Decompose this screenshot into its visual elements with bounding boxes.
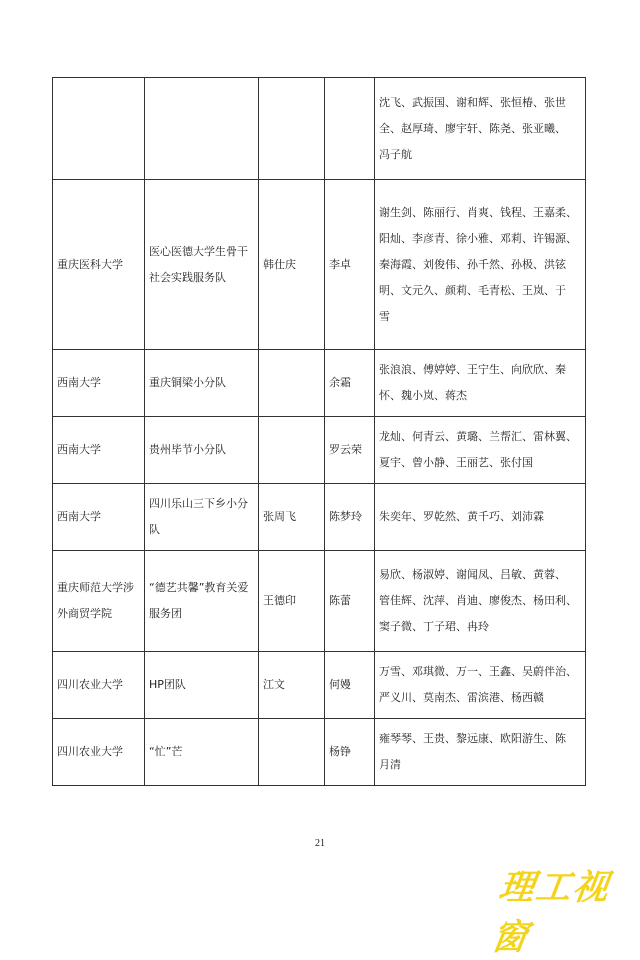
contact-cell: 李卓 (325, 180, 375, 350)
members-cell (375, 350, 586, 417)
members-cell (375, 484, 586, 551)
contact-cell: 罗云荣 (325, 417, 375, 484)
school-cell: 西南大学 (53, 350, 145, 417)
school-cell: 西南大学 (53, 484, 145, 551)
members-line: 雍琴琴、王贵、黎远康、欧阳游生、陈 (379, 732, 566, 745)
leader-cell (259, 719, 325, 786)
page-number: 21 (315, 838, 325, 849)
team-cell: HP团队 (145, 652, 259, 719)
contact-cell: 陈梦玲 (325, 484, 375, 551)
members-line: 明、文元久、颜莉、毛青松、王岚、于 (379, 283, 566, 297)
team-cell: 医心医德大学生骨干社会实践服务队 (145, 180, 259, 350)
team-cell: 重庆铜梁小分队 (145, 350, 259, 417)
members-line: 月清 (379, 758, 401, 771)
members-line: 窦子微、丁子珺、冉玲 (379, 620, 489, 633)
team-cell: 贵州毕节小分队 (145, 417, 259, 484)
contact-cell: 陈蕾 (325, 551, 375, 652)
table-row (53, 484, 586, 551)
members-cell (375, 417, 586, 484)
members-line: 全、赵厚琦、廖宇轩、陈尧、张亚曦、 (379, 121, 566, 135)
table-row (53, 719, 586, 786)
members-line: 谢生剑、陈丽行、肖爽、钱程、王嘉柔、 (379, 205, 577, 219)
members-line: 张浪浪、傅婷婷、王宁生、向欣欣、秦 (379, 363, 566, 376)
members-line: 管佳辉、沈萍、肖迪、廖俊杰、杨田利、 (379, 594, 577, 607)
members-line: 夏宇、曾小静、王丽艺、张付国 (379, 456, 533, 469)
table-row (53, 180, 586, 350)
leader-cell: 王德印 (259, 551, 325, 652)
members-line: 易欣、杨淑婷、谢闻凤、吕敏、黄蓉、 (379, 568, 566, 581)
leader-cell: 张周飞 (259, 484, 325, 551)
table-body (53, 78, 586, 786)
table-row (53, 652, 586, 719)
members-line: 朱奕年、罗乾然、黄千巧、刘沛霖 (379, 510, 544, 523)
school-cell: 四川农业大学 (53, 719, 145, 786)
members-line: 雪 (379, 309, 390, 323)
members-cell (375, 78, 586, 180)
members-line: 冯子航 (379, 147, 412, 161)
table-row (53, 350, 586, 417)
leader-cell: 韩仕庆 (259, 180, 325, 350)
team-cell: “德艺共馨”教育关爱服务团 (145, 551, 259, 652)
members-line: 严义川、莫南杰、雷滨港、杨西赣 (379, 691, 544, 704)
watermark-logo: 理工视窗 (489, 867, 614, 958)
leader-cell (259, 78, 325, 180)
contact-cell: 余霜 (325, 350, 375, 417)
members-line: 沈飞、武振国、谢和辉、张恒椿、张世 (379, 95, 566, 109)
school-cell: 重庆师范大学涉外商贸学院 (53, 551, 145, 652)
members-cell (375, 180, 586, 350)
leader-cell (259, 350, 325, 417)
contact-cell (325, 78, 375, 180)
contact-cell: 杨铮 (325, 719, 375, 786)
table-row (53, 78, 586, 180)
members-cell (375, 652, 586, 719)
table-row (53, 551, 586, 652)
school-cell (53, 78, 145, 180)
members-line: 秦海霞、刘俊伟、孙千然、孙极、洪铉 (379, 257, 566, 271)
team-cell (145, 78, 259, 180)
leader-cell: 江文 (259, 652, 325, 719)
team-cell: “忙”芒 (145, 719, 259, 786)
members-cell (375, 719, 586, 786)
members-cell (375, 551, 586, 652)
table-row (53, 417, 586, 484)
team-cell: 四川乐山三下乡小分队 (145, 484, 259, 551)
members-line: 万雪、邓琪微、万一、王鑫、吴蔚伴治、 (379, 665, 577, 678)
members-line: 龙灿、何青云、黄璐、兰帮汇、雷林翼、 (379, 430, 577, 443)
members-line: 阳灿、李彦青、徐小雅、邓莉、许锡源、 (379, 231, 577, 245)
school-cell: 重庆医科大学 (53, 180, 145, 350)
members-line: 怀、魏小岚、蒋杰 (379, 389, 467, 402)
leader-cell (259, 417, 325, 484)
contact-cell: 何嫚 (325, 652, 375, 719)
volunteer-team-table (52, 77, 586, 786)
school-cell: 西南大学 (53, 417, 145, 484)
school-cell: 四川农业大学 (53, 652, 145, 719)
